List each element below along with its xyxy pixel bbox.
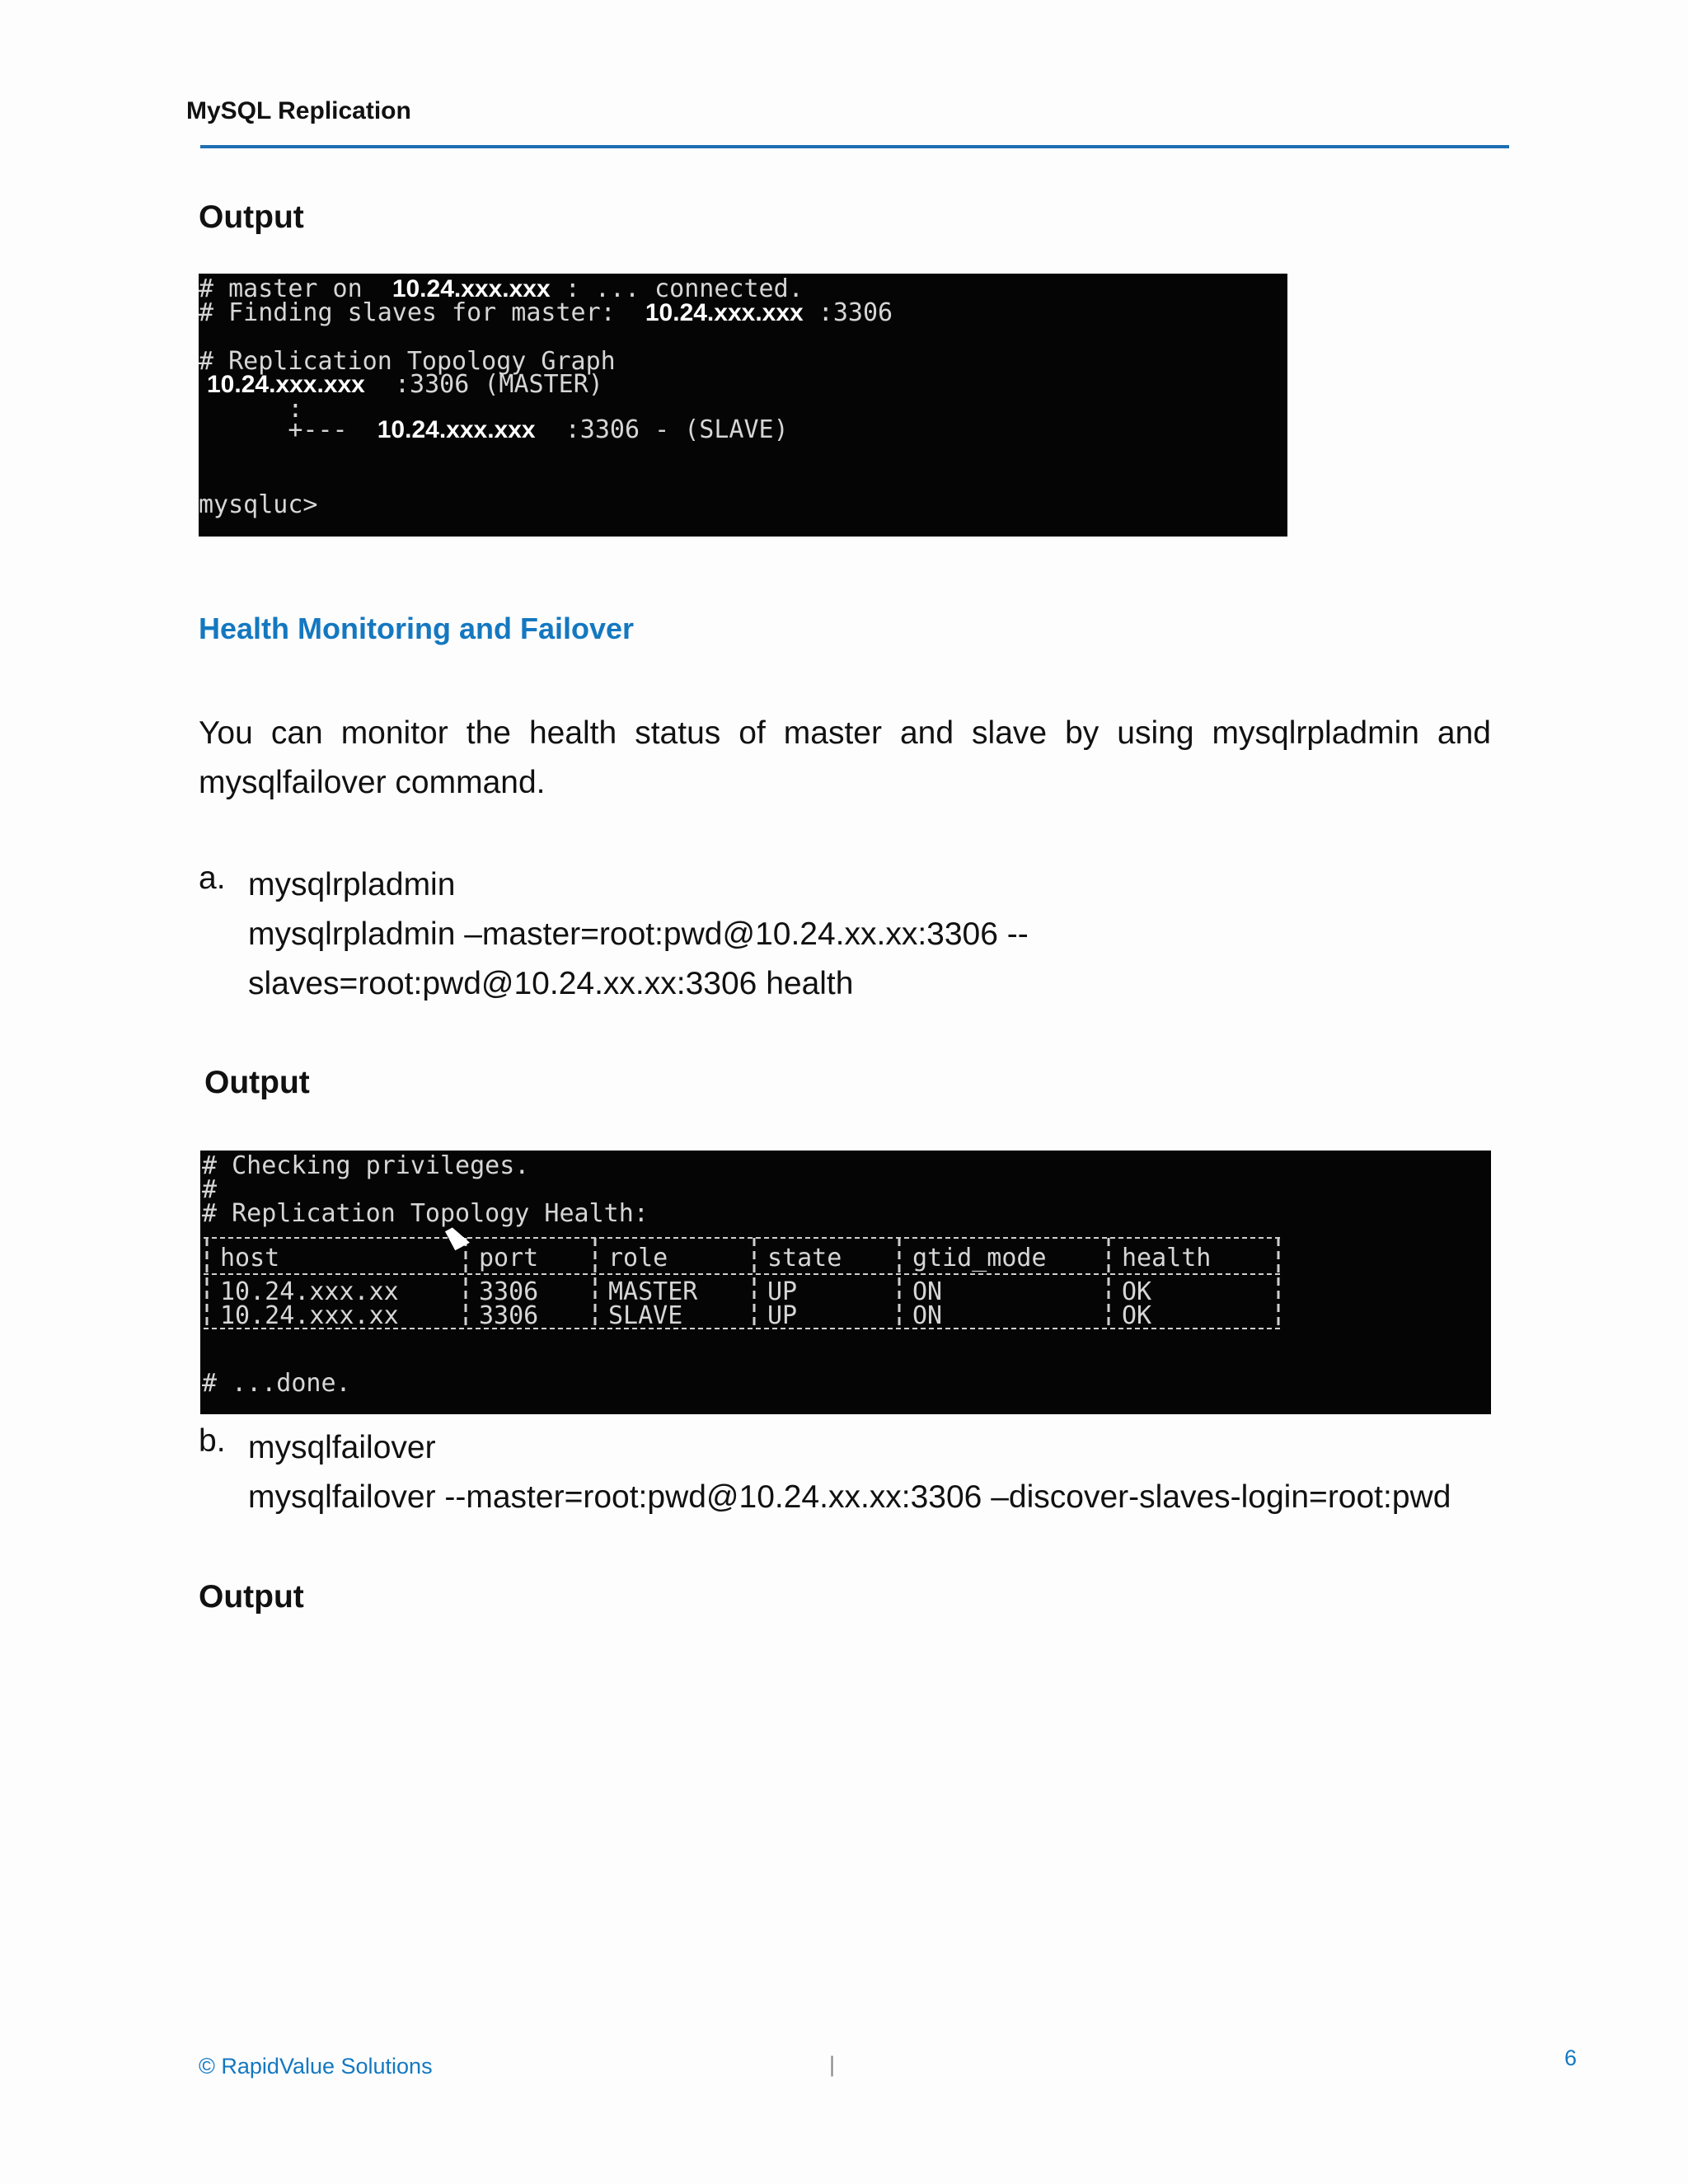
- cell-state: UP: [767, 1277, 798, 1306]
- terminal-prompt: mysqluc>: [199, 490, 318, 519]
- health-table: [202, 1236, 1488, 1368]
- page-number: 6: [1564, 2046, 1578, 2070]
- terminal-output-health: [200, 1151, 1491, 1414]
- cell-port: 3306: [479, 1301, 539, 1330]
- output-label-1: Output: [199, 199, 304, 235]
- page-header-title: MySQL Replication: [186, 97, 411, 124]
- list-item-a-command: mysqlrpladmin –master=root:pwd@10.24.xx.xx:3306 --: [248, 916, 1029, 952]
- col-host: host: [220, 1244, 280, 1272]
- list-item-b-command: mysqlfailover --master=root:pwd@10.24.xx.xx:3306 –discover-slaves-login=root:pwd: [248, 1479, 1451, 1515]
- cell-state: UP: [767, 1301, 798, 1330]
- col-health: health: [1122, 1244, 1212, 1272]
- terminal-line: :: [199, 395, 303, 424]
- cell-host: 10.24.xxx.xx: [220, 1277, 399, 1306]
- list-item-a-command-cont: slaves=root:pwd@10.24.xx.xx:3306 health: [248, 966, 854, 1001]
- cell-gtid-mode: ON: [912, 1301, 943, 1330]
- footer-copyright: © RapidValue Solutions: [199, 2054, 433, 2079]
- terminal-line: # Checking privileges.: [202, 1151, 530, 1180]
- terminal-line: # Finding slaves for master: 10.24.xxx.xxx :3306: [199, 298, 893, 327]
- output-label-3: Output: [199, 1579, 304, 1615]
- footer-separator: |: [829, 2052, 836, 2077]
- cell-role: SLAVE: [608, 1301, 683, 1330]
- col-gtid-mode: gtid_mode: [912, 1244, 1047, 1272]
- output-label-2: Output: [204, 1065, 310, 1100]
- list-marker-b: b.: [199, 1423, 226, 1459]
- col-port: port: [479, 1244, 539, 1272]
- terminal-line: # Replication Topology Graph: [199, 347, 616, 376]
- header-divider: [200, 145, 1509, 148]
- terminal-line: # Replication Topology Health:: [202, 1199, 649, 1228]
- list-marker-a: a.: [199, 860, 226, 896]
- list-item-a-title: mysqlrpladmin: [248, 867, 456, 902]
- cell-gtid-mode: ON: [912, 1277, 943, 1306]
- terminal-line: #: [202, 1175, 218, 1204]
- cell-health: OK: [1122, 1277, 1152, 1306]
- col-role: role: [608, 1244, 668, 1272]
- terminal-line: 10.24.xxx.xxx :3306 (MASTER): [207, 370, 603, 399]
- list-item-b-title: mysqlfailover: [248, 1430, 436, 1465]
- terminal-line: +--- 10.24.xxx.xxx :3306 - (SLAVE): [199, 415, 789, 444]
- cell-port: 3306: [479, 1277, 539, 1306]
- cell-health: OK: [1122, 1301, 1152, 1330]
- cell-role: MASTER: [608, 1277, 698, 1306]
- cell-host: 10.24.xxx.xx: [220, 1301, 399, 1330]
- section-heading: Health Monitoring and Failover: [199, 612, 635, 645]
- col-state: state: [767, 1244, 842, 1272]
- intro-paragraph: You can monitor the health status of master and slave by using mysqlrpladmin and mysqlfailover command.: [199, 715, 1491, 800]
- terminal-line: # ...done.: [202, 1369, 351, 1398]
- terminal-output-topology: [199, 274, 1287, 537]
- terminal-line: # master on 10.24.xxx.xxx : ... connected.: [199, 274, 804, 303]
